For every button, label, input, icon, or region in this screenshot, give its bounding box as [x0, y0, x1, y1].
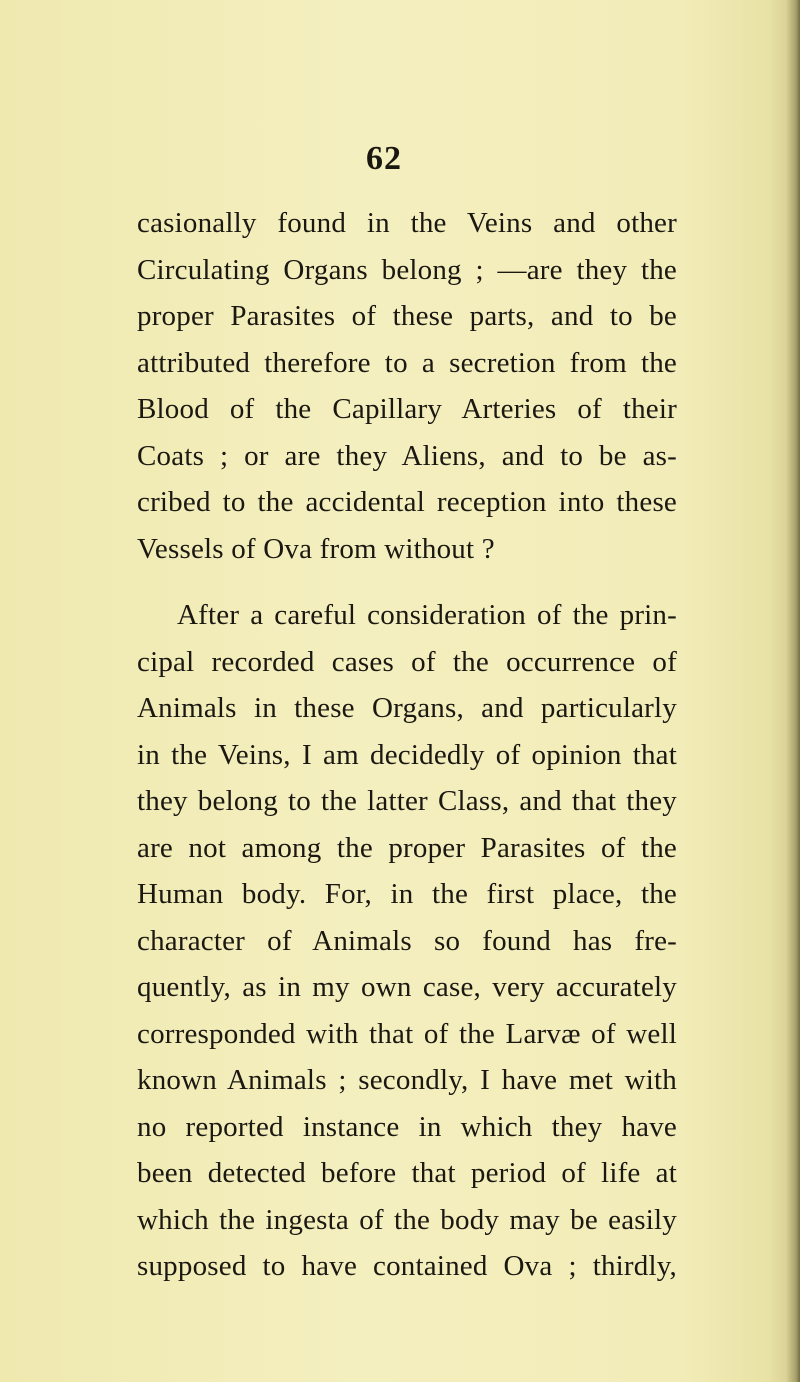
text-line: Blood of the Capillary Arteries of their [137, 393, 677, 425]
text-line: After a careful consideration of the prin- [177, 599, 677, 631]
text-line: in the Veins, I am decidedly of opinion that [137, 738, 677, 771]
text-line: Circulating Organs belong ; —are they the [137, 253, 677, 286]
text-line: no reported instance in which they have [137, 1110, 677, 1143]
text-line: Animals in these Organs, and particularly [137, 692, 677, 724]
text-line: cribed to the accidental reception into these [137, 486, 677, 518]
paragraph-2 [137, 592, 677, 1290]
text-line: character of Animals so found has fre- [137, 924, 677, 957]
text-line: Coats ; or are they Aliens, and to be as- [137, 439, 677, 472]
text-line: proper Parasites of these parts, and to be [137, 300, 677, 332]
text-line: they belong to the latter Class, and that they [137, 785, 677, 817]
text-line: casionally found in the Veins and other [137, 207, 677, 239]
paragraph-1 [137, 200, 677, 572]
page-edge-shadow [786, 0, 800, 1382]
text-line: known Animals ; secondly, I have met with [137, 1064, 677, 1096]
text-line: cipal recorded cases of the occurrence of [137, 645, 677, 678]
text-line: Vessels of Ova from without ? [137, 532, 495, 565]
text-line: attributed therefore to a secretion from the [137, 346, 677, 379]
page-number: 62 [366, 140, 402, 177]
text-line: which the ingesta of the body may be easily [137, 1203, 677, 1236]
text-line: Human body. For, in the first place, the [137, 878, 677, 910]
text-line: are not among the proper Parasites of the [137, 831, 677, 864]
text-line: quently, as in my own case, very accurately [137, 971, 677, 1003]
text-line: supposed to have contained Ova ; thirdly, [137, 1250, 677, 1282]
text-line: corresponded with that of the Larvæ of well [137, 1017, 677, 1050]
text-line: been detected before that period of life at [137, 1157, 677, 1189]
